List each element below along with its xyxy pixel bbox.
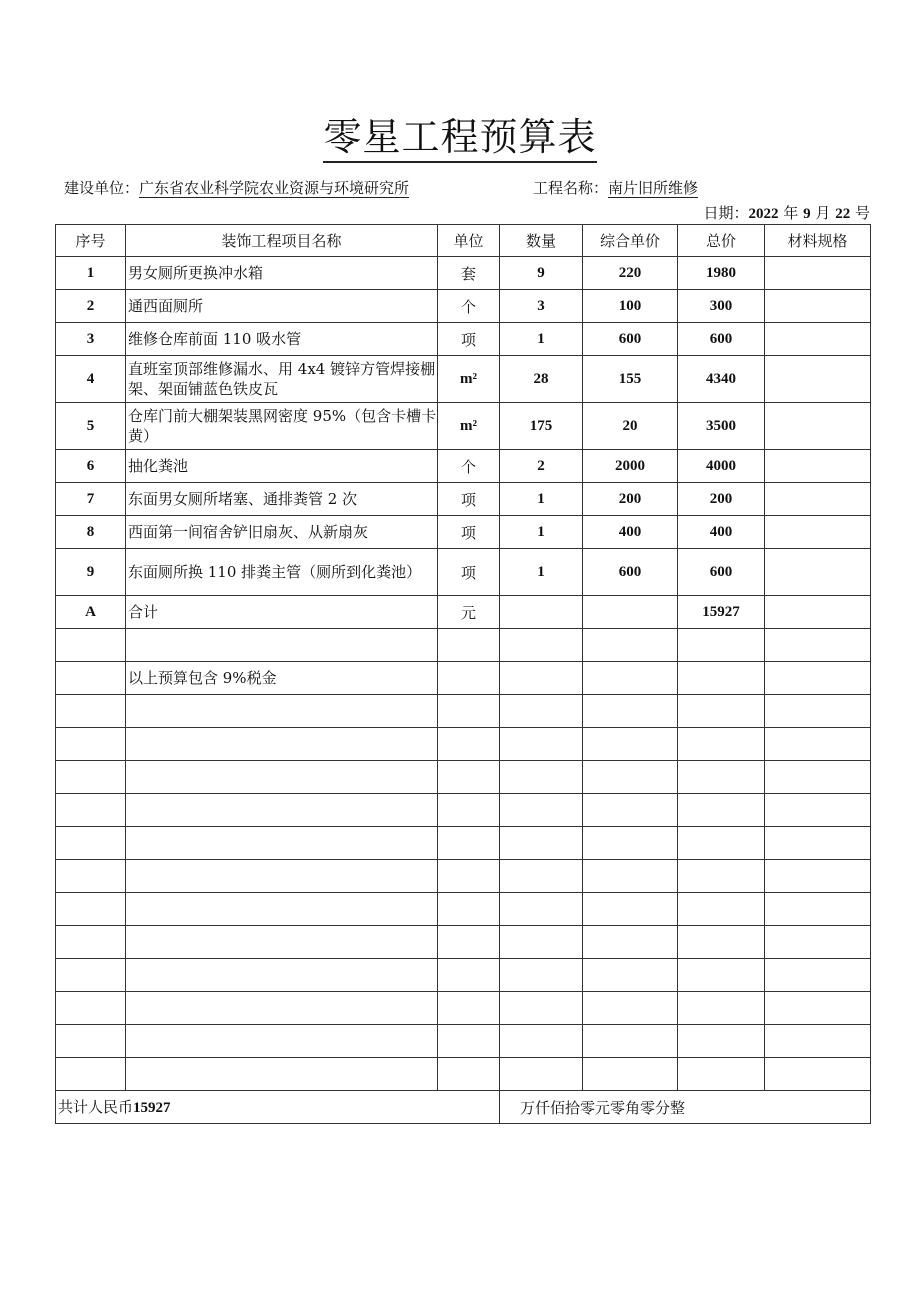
project-label: 工程名称： — [533, 179, 609, 197]
client-value: 广东省农业科学院农业资源与环境研究所 — [139, 179, 410, 197]
summary-total: 15927 — [678, 596, 765, 629]
page-title: 零星工程预算表 — [0, 112, 920, 162]
row-name: 维修仓库前面 110 吸水管 — [126, 323, 438, 356]
row-no: 4 — [56, 356, 126, 403]
row-total: 200 — [678, 483, 765, 516]
row-name: 男女厕所更换冲水箱 — [126, 257, 438, 290]
summary-spec — [765, 596, 871, 629]
client-label: 建设单位： — [64, 179, 140, 197]
row-qty: 28 — [500, 356, 583, 403]
row-name: 抽化粪池 — [126, 450, 438, 483]
row-no: 7 — [56, 483, 126, 516]
row-total: 600 — [678, 549, 765, 596]
empty-row — [56, 959, 871, 992]
empty-row — [56, 761, 871, 794]
row-price: 200 — [583, 483, 678, 516]
date-label: 日期： — [703, 204, 749, 222]
row-no: 2 — [56, 290, 126, 323]
total-footer-row — [56, 1091, 871, 1124]
row-total: 400 — [678, 516, 765, 549]
row-no: 3 — [56, 323, 126, 356]
row-name: 仓库门前大棚架装黑网密度 95%（包含卡槽卡黄） — [126, 403, 438, 450]
row-total: 4340 — [678, 356, 765, 403]
date-month: 9 — [803, 206, 811, 222]
table-row — [56, 483, 871, 516]
row-unit: 项 — [438, 516, 500, 549]
project-value: 南片旧所维修 — [608, 179, 699, 197]
row-unit: 个 — [438, 450, 500, 483]
row-qty: 2 — [500, 450, 583, 483]
row-unit: m² — [438, 403, 500, 450]
empty-row — [56, 860, 871, 893]
row-name: 直班室顶部维修漏水、用 4x4 镀锌方管焊接棚架、架面铺蓝色铁皮瓦 — [126, 356, 438, 403]
row-no: 6 — [56, 450, 126, 483]
row-no: 8 — [56, 516, 126, 549]
summary-qty — [500, 596, 583, 629]
row-price: 2000 — [583, 450, 678, 483]
date-year-unit: 年 — [783, 204, 799, 222]
row-total: 3500 — [678, 403, 765, 450]
row-qty: 3 — [500, 290, 583, 323]
row-price: 600 — [583, 323, 678, 356]
row-spec — [765, 450, 871, 483]
row-unit: 项 — [438, 483, 500, 516]
date-day: 22 — [835, 206, 851, 222]
rmb-value: 15927 — [133, 1099, 171, 1116]
row-price: 100 — [583, 290, 678, 323]
row-name: 东面厕所换 110 排粪主管（厕所到化粪池） — [126, 549, 438, 596]
date-month-unit: 月 — [815, 204, 831, 222]
row-name: 通西面厕所 — [126, 290, 438, 323]
row-no: 5 — [56, 403, 126, 450]
row-price: 155 — [583, 356, 678, 403]
row-no: 1 — [56, 257, 126, 290]
row-unit: 个 — [438, 290, 500, 323]
col-header-price: 综合单价 — [583, 225, 678, 257]
row-unit: 套 — [438, 257, 500, 290]
tax-note: 以上预算包含 9%税金 — [126, 662, 438, 695]
row-total: 4000 — [678, 450, 765, 483]
table-row — [56, 356, 871, 403]
table-row — [56, 257, 871, 290]
table-row — [56, 323, 871, 356]
row-spec — [765, 403, 871, 450]
project-line — [533, 178, 698, 198]
empty-row — [56, 1058, 871, 1091]
row-name: 东面男女厕所堵塞、通排粪管 2 次 — [126, 483, 438, 516]
col-header-spec: 材料规格 — [765, 225, 871, 257]
row-name: 西面第一间宿舍铲旧扇灰、从新扇灰 — [126, 516, 438, 549]
table-header-row — [56, 225, 871, 257]
row-price: 400 — [583, 516, 678, 549]
row-unit: 项 — [438, 549, 500, 596]
col-header-unit: 单位 — [438, 225, 500, 257]
row-qty: 1 — [500, 549, 583, 596]
row-price: 20 — [583, 403, 678, 450]
row-unit: m² — [438, 356, 500, 403]
empty-row — [56, 794, 871, 827]
row-price: 600 — [583, 549, 678, 596]
rmb-label: 共计人民币 — [58, 1097, 134, 1116]
row-price: 220 — [583, 257, 678, 290]
client-line — [64, 178, 409, 198]
note-row — [56, 662, 871, 695]
date-line — [704, 203, 870, 224]
row-qty: 175 — [500, 403, 583, 450]
row-spec — [765, 257, 871, 290]
col-header-no: 序号 — [56, 225, 126, 257]
row-spec — [765, 290, 871, 323]
table-row — [56, 549, 871, 596]
row-qty: 1 — [500, 483, 583, 516]
row-spec — [765, 516, 871, 549]
date-day-unit: 号 — [854, 204, 870, 222]
empty-row — [56, 695, 871, 728]
budget-table — [55, 224, 871, 1124]
col-header-total: 总价 — [678, 225, 765, 257]
summary-row — [56, 596, 871, 629]
empty-row — [56, 1025, 871, 1058]
row-no: 9 — [56, 549, 126, 596]
table-row — [56, 403, 871, 450]
empty-row — [56, 728, 871, 761]
row-unit: 项 — [438, 323, 500, 356]
col-header-qty: 数量 — [500, 225, 583, 257]
row-spec — [765, 549, 871, 596]
row-qty: 9 — [500, 257, 583, 290]
summary-unit: 元 — [438, 596, 500, 629]
row-spec — [765, 323, 871, 356]
rmb-total — [56, 1091, 500, 1124]
row-total: 600 — [678, 323, 765, 356]
empty-row — [56, 926, 871, 959]
summary-no: A — [56, 596, 126, 629]
row-qty: 1 — [500, 516, 583, 549]
empty-row — [56, 629, 871, 662]
row-total: 1980 — [678, 257, 765, 290]
date-year: 2022 — [748, 206, 779, 222]
empty-row — [56, 893, 871, 926]
row-spec — [765, 356, 871, 403]
table-row — [56, 290, 871, 323]
empty-row — [56, 992, 871, 1025]
table-row — [56, 516, 871, 549]
empty-row — [56, 827, 871, 860]
row-qty: 1 — [500, 323, 583, 356]
chinese-amount: 万仟佰拾零元零角零分整 — [500, 1091, 871, 1124]
row-spec — [765, 483, 871, 516]
summary-name: 合计 — [126, 596, 438, 629]
table-row — [56, 450, 871, 483]
row-total: 300 — [678, 290, 765, 323]
summary-price — [583, 596, 678, 629]
col-header-name: 装饰工程项目名称 — [126, 225, 438, 257]
